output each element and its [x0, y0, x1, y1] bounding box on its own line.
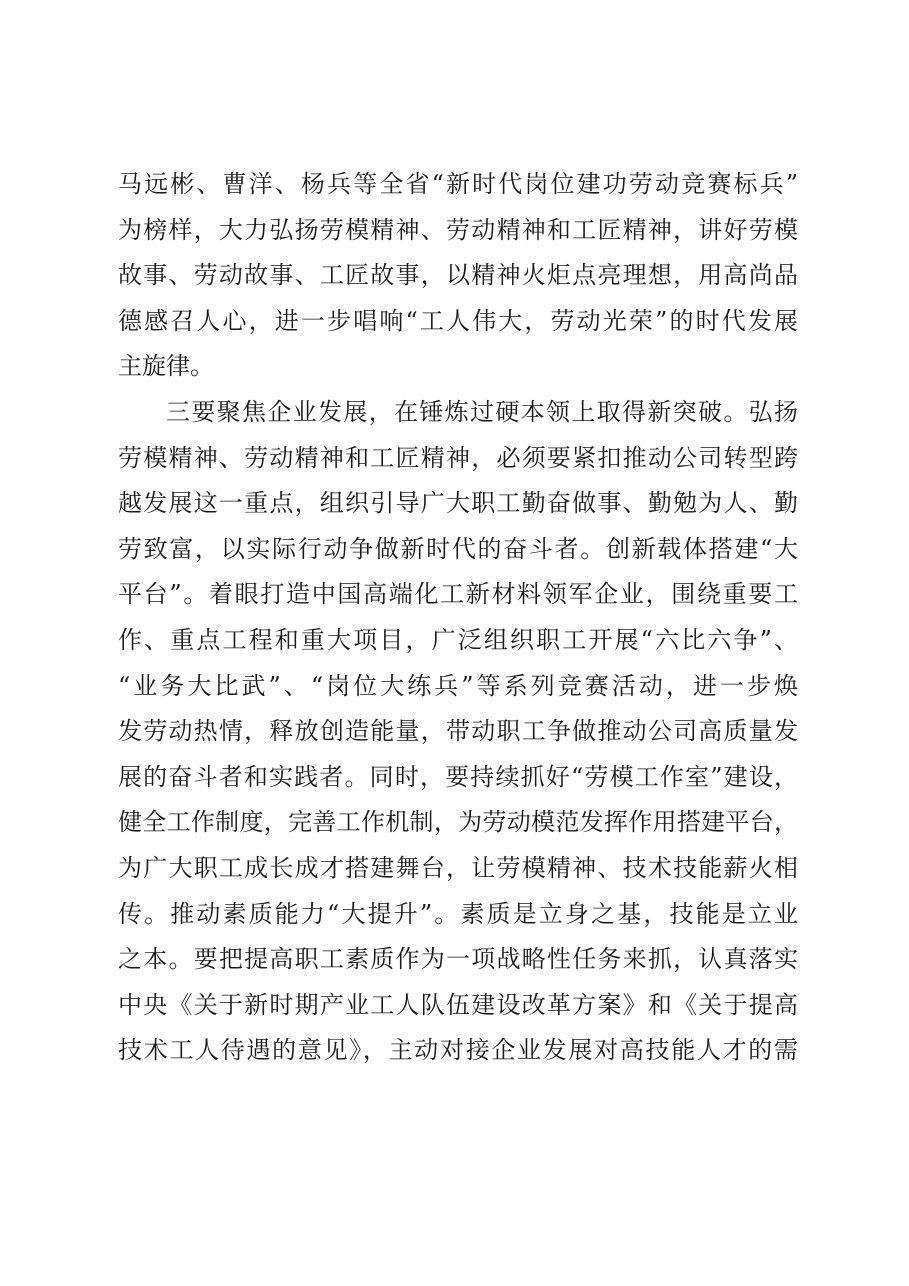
text-line: 越发展这一重点，组织引导广大职工勤奋做事、勤勉为人、勤 [118, 489, 798, 518]
text-line: 劳模精神、劳动精神和工匠精神，必须要紧扣推动公司转型跨 [118, 443, 798, 472]
text-line: 发劳动热情，释放创造能量，带动职工争做推动公司高质量发 [118, 717, 798, 746]
text-line: 之本。要把提高职工素质作为一项战略性任务来抓，认真落实 [118, 945, 798, 974]
text-line: 传。推动素质能力“大提升”。素质是立身之基，技能是立业 [118, 899, 798, 928]
text-line: 作、重点工程和重大项目，广泛组织职工开展“六比六争”、 [118, 625, 798, 654]
body-text [118, 162, 798, 1074]
text-line: 健全工作制度，完善工作机制，为劳动模范发挥作用搭建平台， [118, 808, 798, 837]
text-line: 展的奋斗者和实践者。同时，要持续抓好“劳模工作室”建设， [118, 762, 798, 791]
text-line: 德感召人心，进一步唱响“工人伟大，劳动光荣”的时代发展 [118, 306, 798, 335]
text-line: 故事、劳动故事、工匠故事，以精神火炬点亮理想，用高尚品 [118, 261, 798, 290]
text-line: 马远彬、曹洋、杨兵等全省“新时代岗位建功劳动竞赛标兵” [118, 170, 798, 198]
text-line: 中央《关于新时期产业工人队伍建设改革方案》和《关于提高 [118, 990, 798, 1019]
text-line: 为广大职工成长成才搭建舞台，让劳模精神、技术技能薪火相 [118, 853, 798, 882]
text-line: 主旋律。 [118, 352, 214, 381]
text-line: 技术工人待遇的意见》，主动对接企业发展对高技能人才的需 [118, 1036, 798, 1065]
paragraph-start-line: 三要聚焦企业发展，在锤炼过硬本领上取得新突破。弘扬 [166, 397, 798, 426]
text-line: 平台”。着眼打造中国高端化工新材料领军企业，围绕重要工 [118, 580, 798, 609]
text-line: “业务大比武”、“岗位大练兵”等系列竞赛活动，进一步焕 [118, 671, 798, 700]
text-line: 为榜样，大力弘扬劳模精神、劳动精神和工匠精神，讲好劳模 [118, 215, 798, 244]
text-line: 劳致富，以实际行动争做新时代的奋斗者。创新载体搭建“大 [118, 534, 798, 563]
